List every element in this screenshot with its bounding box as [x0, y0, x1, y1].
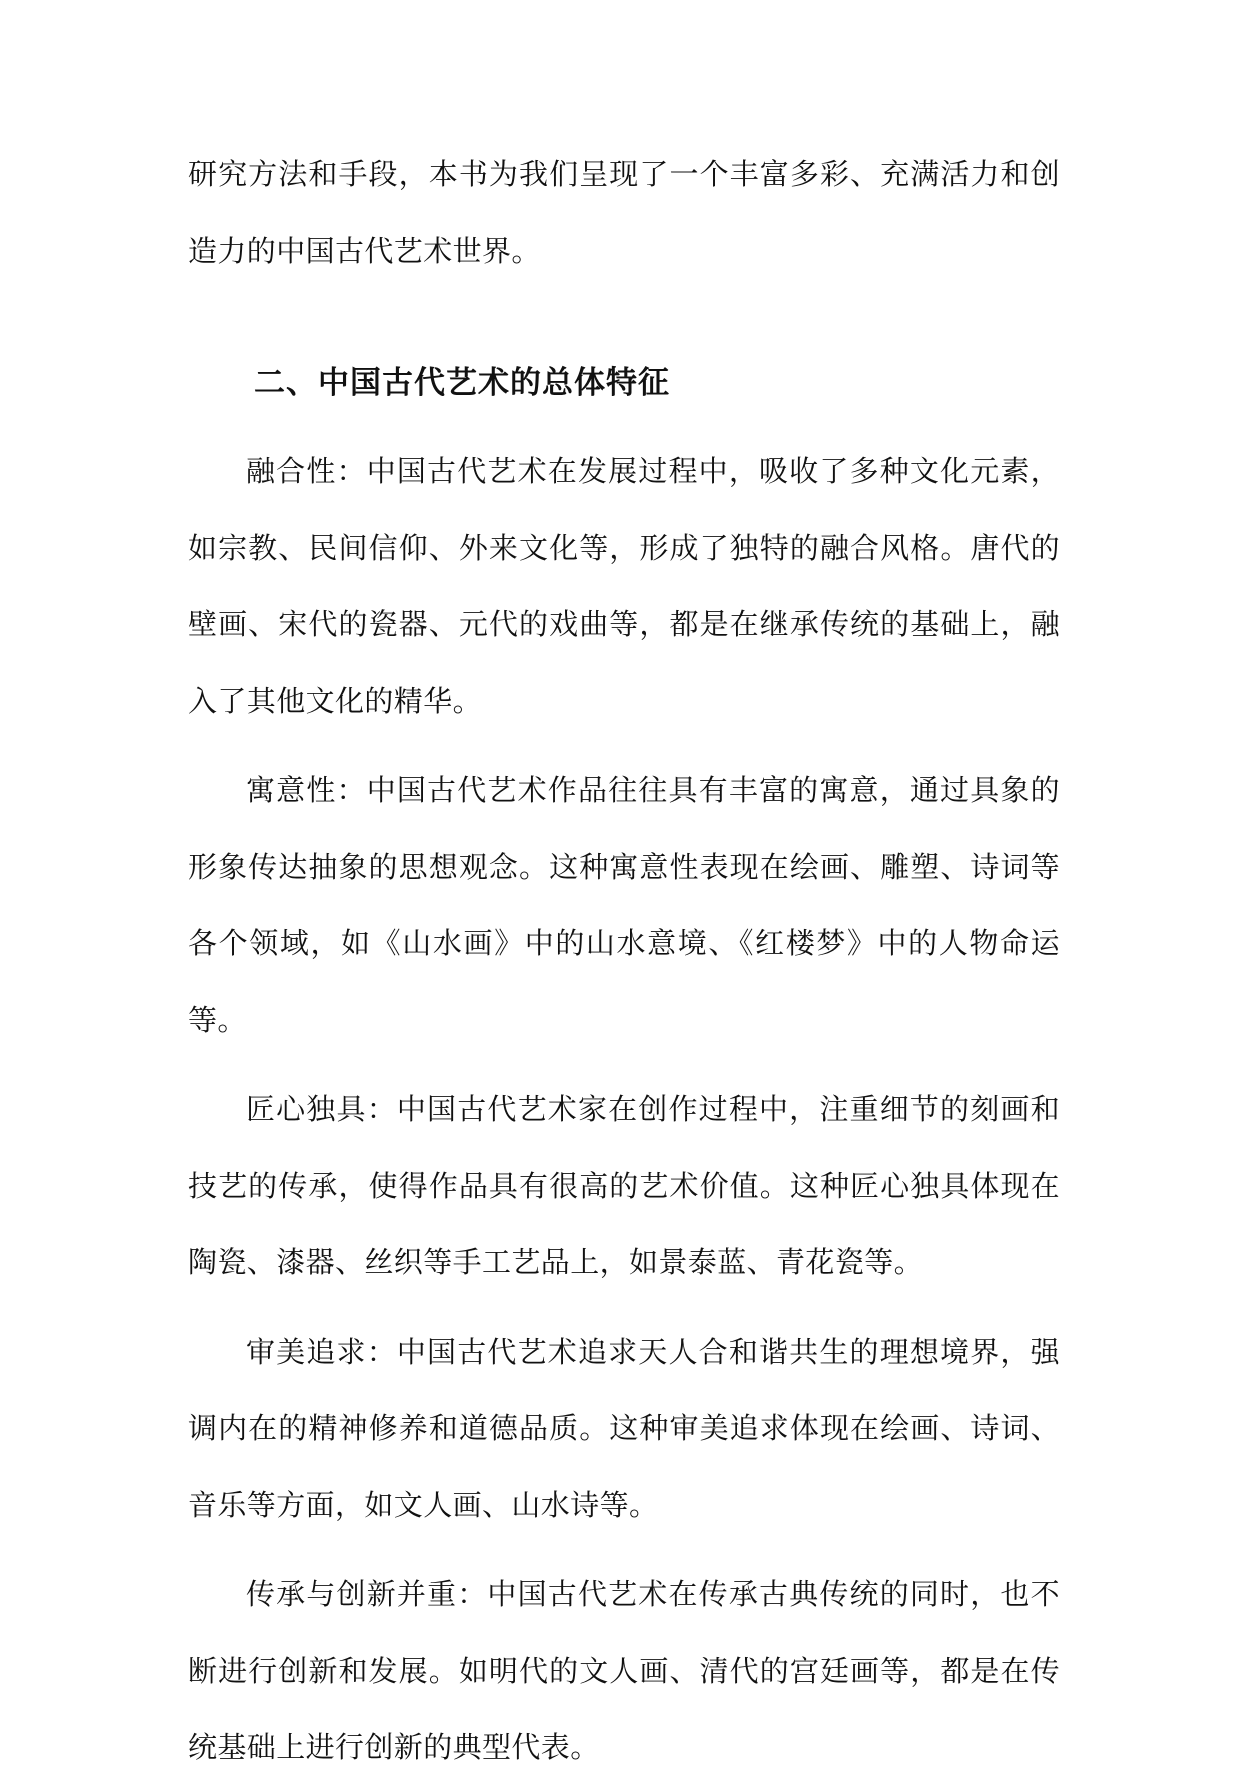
paragraph-aesthetics: 审美追求：中国古代艺术追求天人合和谐共生的理想境界，强调内在的精神修养和道德品质。这种审美追求体现在绘画、诗词、音乐等方面，如文人画、山水诗等。 — [188, 1334, 1060, 1522]
paragraph-fusion: 融合性：中国古代艺术在发展过程中，吸收了多种文化元素，如宗教、民间信仰、外来文化等，形成了独特的融合风格。唐代的壁画、宋代的瓷器、元代的戏曲等，都是在继承传统的基础上，融入了其他文化的精华。 — [188, 454, 1060, 718]
intro-continuation-paragraph: 研究方法和手段，本书为我们呈现了一个丰富多彩、充满活力和创造力的中国古代艺术世界。 — [188, 157, 1060, 268]
paragraph-inheritance-innovation: 传承与创新并重：中国古代艺术在传承古典传统的同时，也不断进行创新和发展。如明代的文人画、清代的宫廷画等，都是在传统基础上进行创新的典型代表。 — [188, 1577, 1060, 1764]
section-heading: 二、中国古代艺术的总体特征 — [254, 365, 670, 401]
paragraph-symbolism: 寓意性：中国古代艺术作品往往具有丰富的寓意，通过具象的形象传达抽象的思想观念。这种寓意性表现在绘画、雕塑、诗词等各个领域，如《山水画》中的山水意境、《红楼梦》中的人物命运等。 — [188, 773, 1060, 1037]
paragraph-craftsmanship: 匠心独具：中国古代艺术家在创作过程中，注重细节的刻画和技艺的传承，使得作品具有很高的艺术价值。这种匠心独具体现在陶瓷、漆器、丝织等手工艺品上，如景泰蓝、青花瓷等。 — [188, 1092, 1060, 1279]
page-content — [188, 136, 1060, 1786]
